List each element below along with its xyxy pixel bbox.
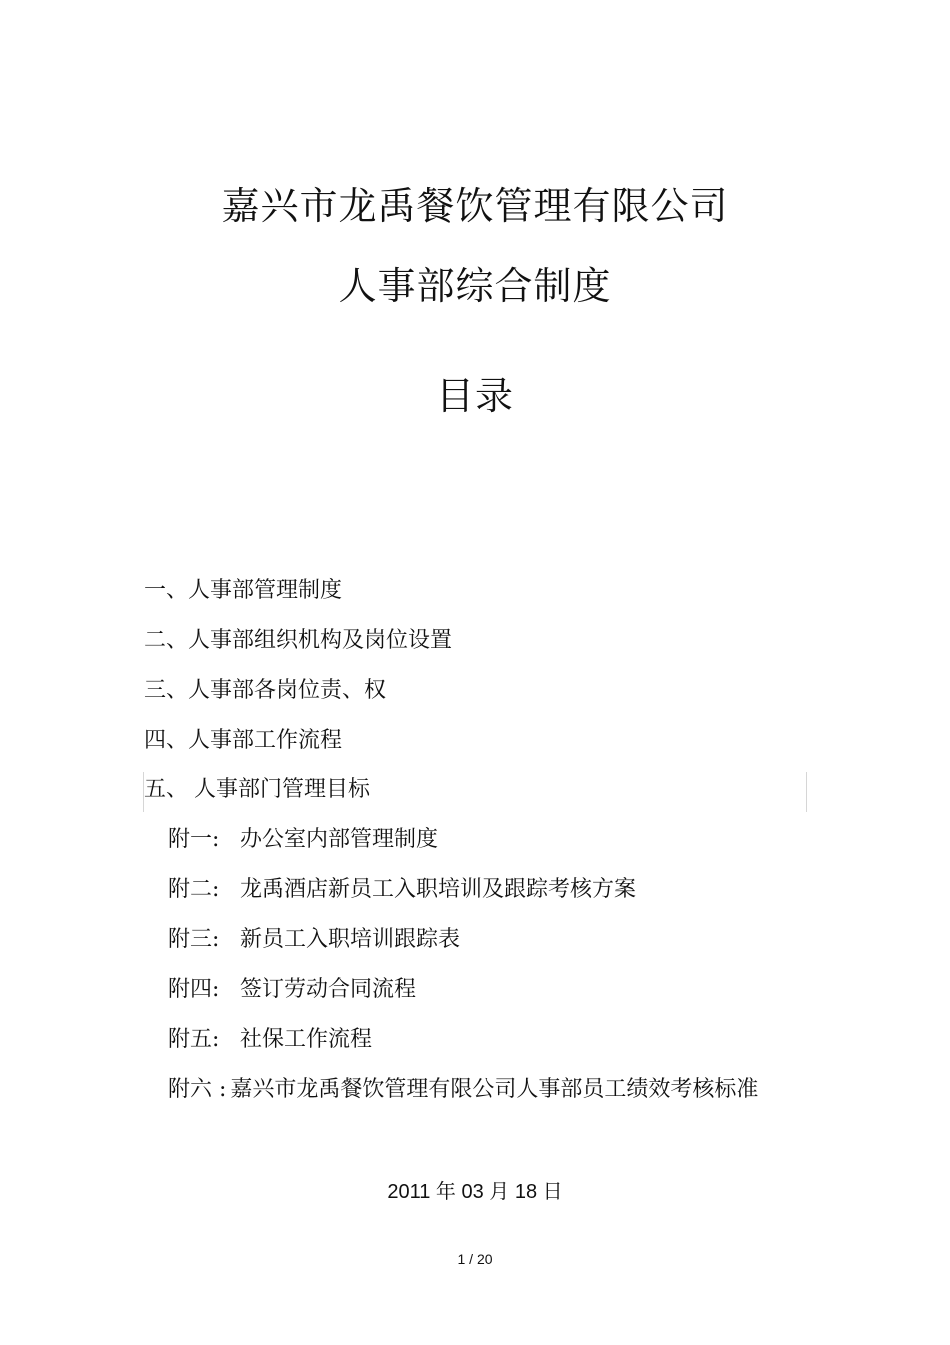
appendix-text: 新员工入职培训跟踪表: [240, 927, 461, 952]
margin-mark-left: [143, 772, 144, 812]
toc-item-text: 人事部门管理目标: [194, 777, 371, 802]
toc-item-text: 人事部各岗位责、权: [188, 678, 387, 703]
appendix-item-4: [168, 976, 416, 1004]
margin-mark-right: [806, 772, 807, 812]
toc-item-5: [144, 776, 370, 804]
toc-item-number: 一、: [144, 578, 189, 603]
toc-item-text: 人事部管理制度: [188, 578, 343, 603]
toc-item-number: 二、: [144, 628, 189, 653]
department-title: 人事部综合制度: [338, 264, 612, 308]
appendix-number: 附三:: [168, 927, 220, 952]
toc-item-2: [144, 627, 452, 655]
page-number: 1 / 20: [457, 1251, 493, 1267]
appendix-text: 嘉兴市龙禹餐饮管理有限公司人事部员工绩效考核标准: [230, 1077, 759, 1102]
appendix-text: 社保工作流程: [240, 1027, 373, 1052]
toc-item-number: 五、: [144, 777, 189, 802]
appendix-text: 龙禹酒店新员工入职培训及跟踪考核方案: [240, 877, 637, 902]
appendix-item-6: [168, 1076, 758, 1104]
appendix-number: 附二:: [168, 877, 220, 902]
toc-item-text: 人事部工作流程: [188, 728, 343, 753]
appendix-text: 签订劳动合同流程: [240, 977, 417, 1002]
toc-item-1: [144, 577, 342, 605]
document-date: 2011 年 03 月 18 日: [387, 1181, 563, 1203]
toc-heading: 目录: [435, 374, 514, 418]
toc-item-number: 四、: [144, 728, 189, 753]
appendix-number: 附六 :: [168, 1077, 227, 1102]
toc-item-3: [144, 677, 386, 705]
appendix-item-1: [168, 826, 438, 854]
toc-item-number: 三、: [144, 678, 189, 703]
appendix-number: 附五:: [168, 1027, 220, 1052]
toc-item-text: 人事部组织机构及岗位设置: [188, 628, 453, 653]
appendix-item-5: [168, 1026, 372, 1054]
company-title: 嘉兴市龙禹餐饮管理有限公司: [221, 184, 729, 228]
appendix-item-2: [168, 876, 636, 904]
appendix-number: 附四:: [168, 977, 220, 1002]
appendix-item-3: [168, 926, 460, 954]
appendix-text: 办公室内部管理制度: [240, 827, 439, 852]
toc-item-4: [144, 727, 342, 755]
appendix-number: 附一:: [168, 827, 220, 852]
